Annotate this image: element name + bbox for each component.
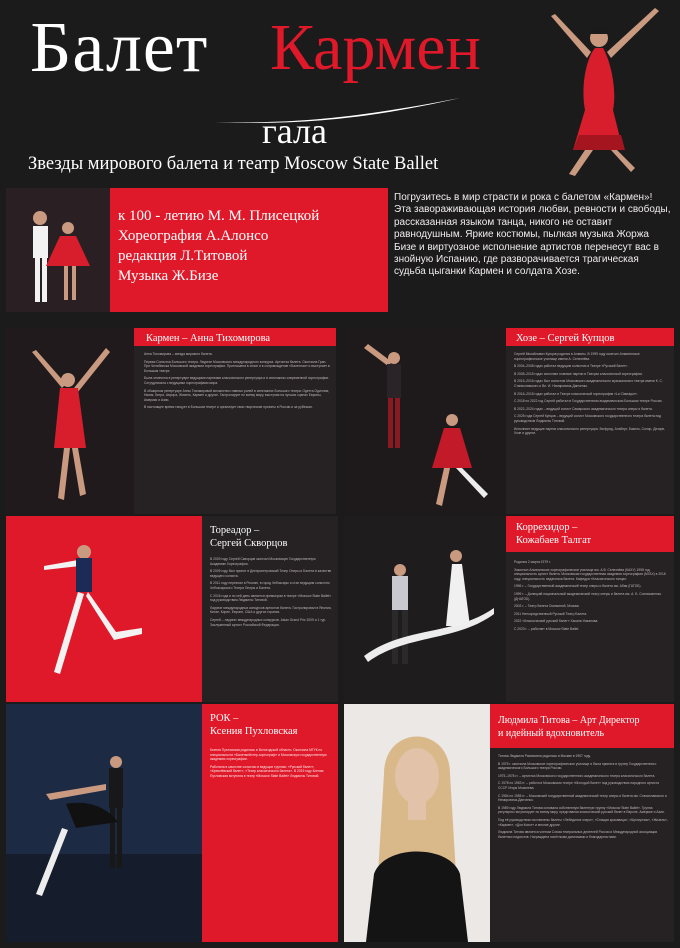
jose-bio-p9: Исполняет ведущие партии классического репертуара: Зигфрид, Альберт, Базиль, Солор, Дезире, Хозе и другие. [514,426,666,436]
torero-title-line-1: Тореадор – [210,525,260,536]
intro-red-banner [110,188,388,312]
corregidor-bio-p2: Закончил Алматинское хореографическое училище им. А.В. Селезнёва (КАХУ) 1998 год, специальность артист балета. Московская государственная академия хореографии (МГАХ) в 2016 году, специальность педагогика балета. Кафедра «Классического танца». [514,567,666,581]
carmen-bio [144,352,330,413]
couple-dancers-illustration [6,188,110,312]
jose-bio-p5: В 2016–2018 годах работал в Театре классической хореографии «La Classique». [514,391,638,396]
rock-title-line-2: Ксения Пухловская [210,726,298,737]
titova-bio-p5: С 1984 по 1985 гг. – Московский государственный академический театр оперы и балета им. Станиславского и Немировича-Данченко. [498,793,667,803]
jose-bio-p6: С 2018 по 2022 год Сергей работал в Государственном академическом Большом театре России. [514,399,663,404]
corregidor-bio-p4: 1999 г. – Донецкий национальный академический театр оперы и балета им. А. Б. Соловьяненко (ДНАТОБ). [514,591,662,601]
jose-photo [344,328,506,514]
rock-bio [210,748,332,782]
intro-heading-line-1: к 100 - летию М. М. Плисецкой [118,208,320,224]
carmen-bio-p3: Была отмечена в репертуаре ведущими партиями классического репертуара и в спектаклях современной хореографии. Сотрудничала с ведущими хореографами мира. [144,376,330,385]
corregidor-bio [514,560,668,635]
titova-bio-p3: 1975–1978 гг. – артистка Московского государственного академического театра классического балета. [498,773,656,778]
jose-bio-p3: В 2008–2015 годах исполнял главные партии в Театрах классической хореографии. [514,371,643,376]
torero-bio [210,557,332,630]
jose-bio-p4: В 2015–2016 годах был солистом Московского академического музыкального театра имени К. С. Станиславского и Вл. И. Немировича-Данченко. [514,379,663,388]
titova-bio-p8: Людмила Титова является членом Союза театральных деятелей России и Международной ассоциации балетных педагогов. Награждена почётными дипломами и благодарностями. [498,830,658,839]
title-word-carmen: Кармен [270,11,481,84]
intro-description: Погрузитесь в мир страсти и рока с балетом «Кармен»! Эта завораживающая история любви, ревности и свободы, рассказанная языком танца, никого не оставит равнодушным. Яркие костюмы, пылкая музыка Жоржа Бизе и виртуозное исполнение артистов перенесут вас в знойную Испанию, где разворачивается трагическая судьба цыганки Кармен и солдата Хозе. [394,192,671,278]
titova-bio-p1: Титова Людмила Рахимовна родилась в Москве в 1957 году. [498,754,591,758]
corregidor-title-line-1: Коррехидор – [516,522,578,533]
torero-bio-p4: С 2016 года и по сей день является премьером в театре «Moscow State Ballet» под руководством Людмилы Титовой. [210,593,332,603]
titova-bio-p7: Под её руководством поставлены балеты «Лебединое озеро», «Спящая красавица», «Щелкунчик», «Жизель», «Кармен», «Дон Кихот» и многие другие. [498,817,668,827]
jose-bio-p8: С 2025 года Сергей Купцов – ведущий солист Московского государственного театра балета под руководством Людмилы Титовой. [514,414,662,423]
carmen-bio-p4: В обширном репертуаре Анны Тихомировой множество главных ролей в спектаклях Большого театра: Одетта-Одиллия, Никия, Китри, Аврора, Жизель, Кармен и другие. Гастролирует по всему миру, выступая на лучших сценах Европы, Америки и Азии. [144,388,330,402]
titova-bio-p2: В 1975 г. окончила Московское хореографическое училище и была принята в труппу Государственного академического Большого театра России. [498,761,657,771]
corregidor-bio-p1: Родился 2 марта 1979 г. [514,560,551,564]
intro-photo-couple [6,188,110,312]
jose-bio [514,352,668,439]
titova-bio-p6: В 1989 году Людмила Титова основала собственную балетную труппу «Moscow State Ballet». Труппа регулярно гастролирует по всему миру, представляя классический русский балет в Европе, Америке и Азии. [498,805,665,815]
corregidor-bio-p8: С 2023 г. – работает в Moscow State Ballet. [514,626,580,631]
torero-bio-p3: В 2011 году переехал в Россию, в город Чебоксары и стал ведущим солистом Чебоксарского Театра Оперы и Балета. [210,581,330,590]
corregidor-bio-p7: 2022 «Классический русский балет» Хасана Усманова. [514,619,599,624]
dancer-red-dress-illustration [515,0,680,185]
carmen-photo [6,328,134,514]
carmen-dancer-illustration [6,328,134,514]
intro-heading-line-3: редакция Л.Титовой [118,248,248,264]
titova-bio [498,754,668,842]
titova-portrait [344,704,490,942]
carmen-bio-p1: Анна Тихомирова – звезда мирового балета. [144,352,213,356]
title-swash-ornament [210,92,470,132]
title-word-balet: Балет [30,7,209,87]
corregidor-dancers-illustration [344,516,506,702]
titova-title-line-2: и идейный вдохновитель [498,728,605,739]
corregidor-photo [344,516,506,702]
torero-bio-p1: В 2009 году Сергей Скворцов окончил Московскую Государственную Академию Хореографии. [210,557,316,566]
titova-portrait-illustration [344,704,490,942]
titova-bio-p4: С 1978 по 1983 гг. – работа в Московском театре «Молодой балет» под руководством народного артиста СССР Игоря Моисеева. [498,781,659,790]
jose-title: Хозе – Сергей Купцов [516,333,615,344]
corregidor-title-line-2: Кожабаев Талгат [516,535,592,546]
rock-photo [6,704,202,942]
corregidor-bio-p3: 1996 г. – Государственный академический театр оперы и балета им. Абая (ГАТОБ). [514,584,642,589]
jose-bio-p7: В 2022–2024 годах – ведущий солист Самарского академического театра оперы и балета. [514,406,653,411]
corregidor-bio-p6: 2011 Непосредственный Русский Театр Балета. [514,611,588,616]
torero-bio-p6: Сергей – лауреат международных конкурсов. Asian Grand Prix 2009 и 1 тур. Заслуженный артист Российской Федерации. [210,617,327,627]
poster-header [0,0,680,185]
carmen-title: Кармен – Анна Тихомирова [146,333,271,344]
jose-bio-p1: Сергей Михайлович Купцов родился в Алматы. В 1999 году окончил Алматинское хореографическое училище имени А. Селезнёва. [514,352,640,361]
subtitle-gala: гала [262,111,328,151]
jose-bio-p2: В 2004–2008 годах работал ведущим солистом в Театре «Русский балет». [514,364,629,369]
torero-red-block [6,516,202,702]
jose-dancers-illustration [344,328,506,514]
carmen-bio-p5: В настоящее время танцует в Большом театре и организует свои творческие проекты в России и за рубежом. [144,405,313,410]
torero-title-line-2: Сергей Скворцов [210,538,288,549]
rock-title-line-1: РОК – [210,713,239,724]
rock-bio-p2: Работала в качестве солистки в ведущих труппах: «Русский балет», «Кремлёвский балет», «Театр классического балета». В 2019 году Ксения Пухловская вступила в театр «Moscow State Ballet» Людмилы Титовой. [210,764,324,778]
intro-heading-line-4: Музыка Ж.Бизе [118,268,219,284]
rock-red-block [202,704,338,942]
torero-dancer-illustration [24,522,184,698]
rock-dancers-illustration [6,704,202,942]
intro-heading-line-2: Хореография А.Алонсо [118,228,269,244]
carmen-bio-p2: Первая Солистка Большого театра. Лауреат Московского международного конкурса. Артистка балета. Окончила Гран-При Челябинска Московской академии хореографии. Приглашена в сезон и в сопровождение «Балетная» и выступает в Большом театре. [144,359,330,373]
corregidor-bio-p5: 2002 г. – Театр балета Охинкиной, Москва. [514,604,580,609]
titova-title-line-1: Людмила Титова – Арт Директор [498,715,640,726]
tagline: Звезды мирового балета и театр Moscow State Ballet [28,154,439,174]
torero-bio-p5: Лауреат международных конкурсов артистов балета. Гастролировал в Японии, Китае, Корее, Европе, США и других странах. [210,605,332,615]
rock-bio-p1: Ксения Пухловская родилась в Вологодской области. Окончила МГУК по специальности «Балетмейстер-хореограф» и Московскую государственную академию хореографии. [210,748,327,762]
torero-bio-p2: В 2009 году был принят в Днепропетровский Театр Оперы и Балета в качестве ведущего солиста. [210,569,332,578]
